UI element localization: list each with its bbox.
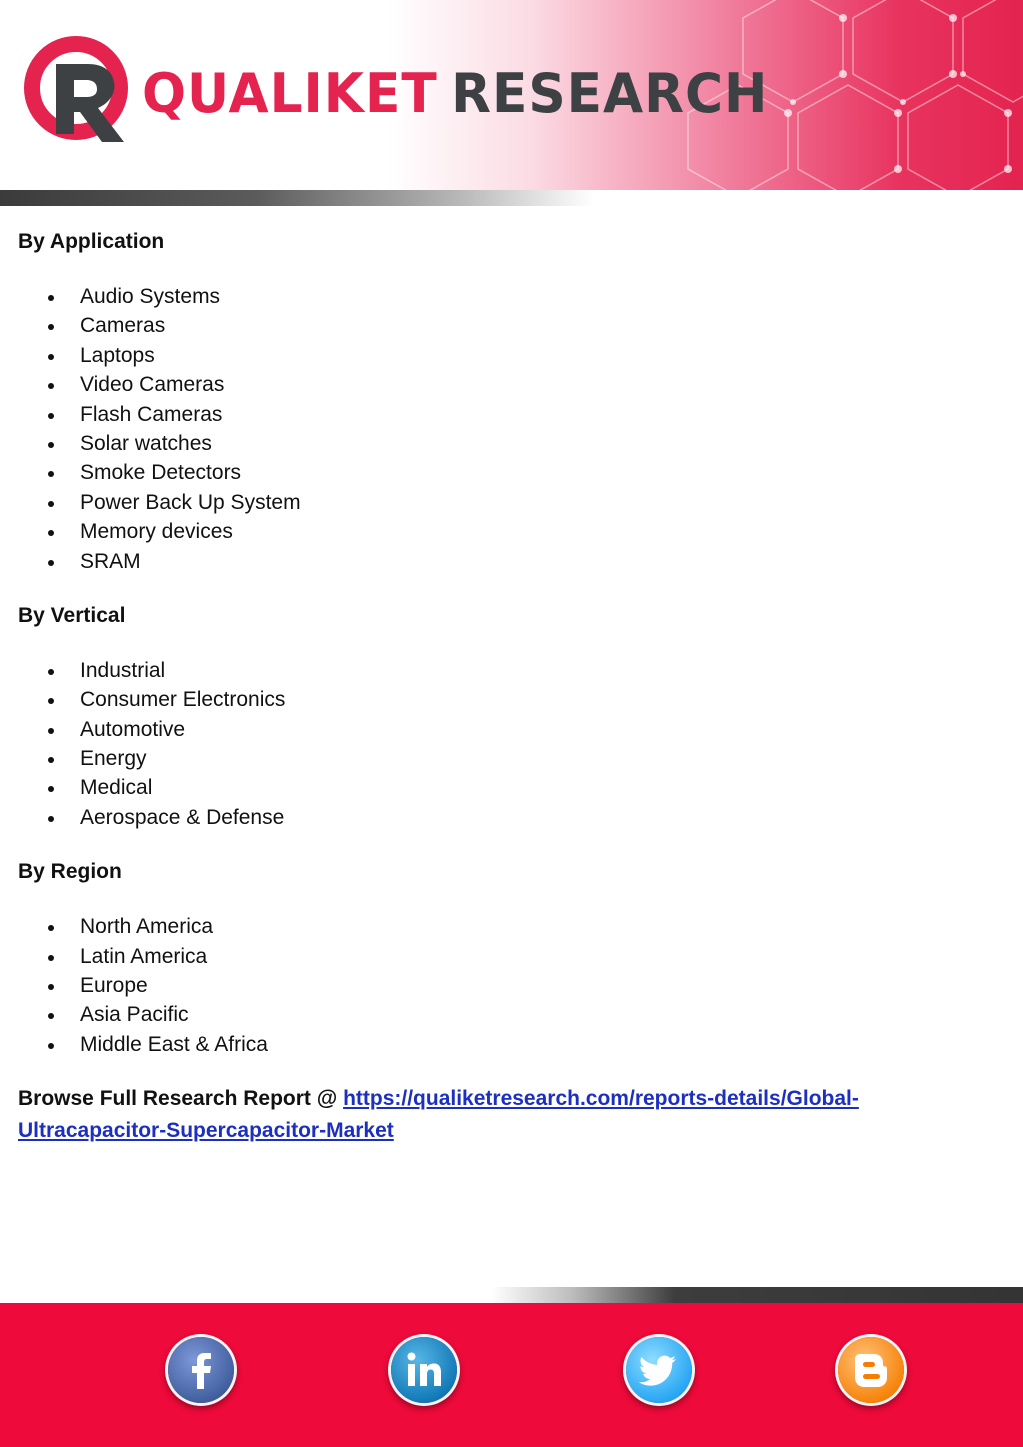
section-by-application bbox=[18, 226, 998, 576]
list-item: Power Back Up System bbox=[18, 488, 998, 517]
list-item: Middle East & Africa bbox=[18, 1030, 998, 1059]
list-item: Aerospace & Defense bbox=[18, 803, 998, 832]
list-item: North America bbox=[18, 912, 998, 941]
report-link-line1: https://qualiketresearch.com/reports-details/Global- bbox=[343, 1087, 859, 1111]
segment-list bbox=[18, 656, 998, 832]
list-item: Video Cameras bbox=[18, 370, 998, 399]
list-item: Energy bbox=[18, 744, 998, 773]
blogger-icon[interactable] bbox=[838, 1337, 904, 1403]
twitter-icon[interactable] bbox=[626, 1337, 692, 1403]
section-by-region bbox=[18, 856, 998, 1059]
browse-label: Browse Full Research Report @ bbox=[18, 1087, 344, 1111]
list-item: Cameras bbox=[18, 311, 998, 340]
segment-list bbox=[18, 912, 998, 1059]
list-item: Automotive bbox=[18, 715, 998, 744]
document-body bbox=[18, 226, 998, 1147]
header-divider-bar bbox=[0, 190, 1023, 206]
list-item: Consumer Electronics bbox=[18, 685, 998, 714]
footer-divider-bar bbox=[0, 1287, 1023, 1303]
page-footer bbox=[0, 1303, 1023, 1447]
brand-name-research: RESEARCH bbox=[451, 62, 769, 125]
qr-monogram-icon bbox=[22, 34, 134, 148]
section-title: By Vertical bbox=[18, 603, 126, 627]
browse-report-line bbox=[18, 1083, 918, 1147]
list-item: Audio Systems bbox=[18, 282, 998, 311]
list-item: Medical bbox=[18, 773, 998, 802]
brand-logotype bbox=[142, 62, 768, 126]
segment-list bbox=[18, 282, 998, 576]
list-item: Solar watches bbox=[18, 429, 998, 458]
section-title: By Application bbox=[18, 230, 165, 253]
brand-name-qualiket: QUALIKET bbox=[142, 62, 438, 125]
list-item: Latin America bbox=[18, 942, 998, 971]
section-by-vertical bbox=[18, 600, 998, 832]
list-item: Laptops bbox=[18, 341, 998, 370]
list-item: Memory devices bbox=[18, 517, 998, 546]
list-item: SRAM bbox=[18, 547, 998, 576]
report-link-line2: Ultracapacitor-Supercapacitor-Market bbox=[18, 1119, 394, 1143]
list-item: Industrial bbox=[18, 656, 998, 685]
linkedin-icon[interactable] bbox=[391, 1337, 457, 1403]
list-item: Flash Cameras bbox=[18, 400, 998, 429]
list-item: Smoke Detectors bbox=[18, 458, 998, 487]
facebook-icon[interactable] bbox=[168, 1337, 234, 1403]
list-item: Asia Pacific bbox=[18, 1000, 998, 1029]
list-item: Europe bbox=[18, 971, 998, 1000]
section-title: By Region bbox=[18, 860, 122, 884]
page-header bbox=[0, 0, 1023, 190]
